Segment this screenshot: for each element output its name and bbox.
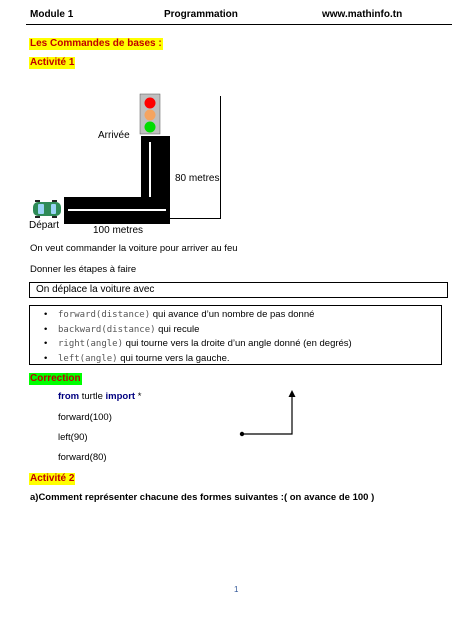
- header-website: www.mathinfo.tn: [322, 9, 403, 20]
- bullet-icon: •: [44, 323, 48, 335]
- vertical-distance-label: 80 metres: [175, 173, 220, 184]
- turtle-path-diagram: [232, 384, 312, 444]
- command-description: qui avance d’un nombre de pas donné: [150, 309, 315, 320]
- section-title: Les Commandes de bases :: [30, 38, 162, 49]
- activity2-label: Activité 2: [30, 473, 75, 484]
- correction-label: Correction: [30, 373, 81, 384]
- header-subject: Programmation: [164, 9, 238, 20]
- command-description: qui tourne vers la gauche.: [117, 352, 230, 364]
- list-item: [44, 352, 441, 367]
- activity2-question: a)Comment représenter chacune des formes suivantes :( on avance de 100 ): [30, 492, 375, 503]
- code-line: forward(100): [58, 412, 112, 423]
- bullet-icon: •: [44, 309, 48, 320]
- commands-box-title: On déplace la voiture avec: [29, 282, 448, 298]
- import-keyword: import: [105, 391, 136, 402]
- command-code: right(angle): [58, 339, 124, 349]
- activity1-diagram: [26, 92, 226, 242]
- activity1-statement: On veut commander la voiture pour arriver au feu: [30, 243, 238, 254]
- commands-list: [30, 308, 441, 366]
- command-code: left(angle): [58, 353, 118, 364]
- bullet-icon: •: [44, 352, 48, 364]
- command-code: backward(distance): [58, 324, 156, 335]
- horizontal-distance-label: 100 metres: [93, 225, 144, 236]
- command-description: qui recule: [155, 323, 200, 335]
- activity1-question: Donner les étapes à faire: [30, 264, 137, 275]
- car-icon: [33, 200, 61, 218]
- commands-box: [29, 305, 442, 365]
- arrival-label: Arrivée: [98, 130, 130, 141]
- list-item: [44, 323, 441, 338]
- from-keyword: from: [58, 391, 80, 402]
- bullet-icon: •: [44, 338, 48, 349]
- import-module: turtle: [79, 391, 106, 402]
- code-line: forward(80): [58, 452, 107, 463]
- turtle-path: [242, 396, 292, 434]
- arrow-up-icon: [289, 390, 296, 397]
- page-number: 1: [234, 585, 239, 594]
- departure-label: Départ: [29, 220, 60, 231]
- activity1-label: Activité 1: [30, 57, 75, 68]
- header-module: Module 1: [30, 9, 74, 20]
- list-item: [44, 308, 441, 323]
- list-item: [44, 337, 441, 352]
- import-star: *: [135, 391, 142, 402]
- command-code: forward(distance): [58, 310, 151, 320]
- import-line: [58, 391, 141, 402]
- traffic-light-icon: [140, 94, 160, 134]
- command-description: qui tourne vers la droite d’un angle donné (en degrés): [123, 338, 352, 349]
- code-line: left(90): [58, 432, 88, 443]
- page-header: [26, 6, 452, 25]
